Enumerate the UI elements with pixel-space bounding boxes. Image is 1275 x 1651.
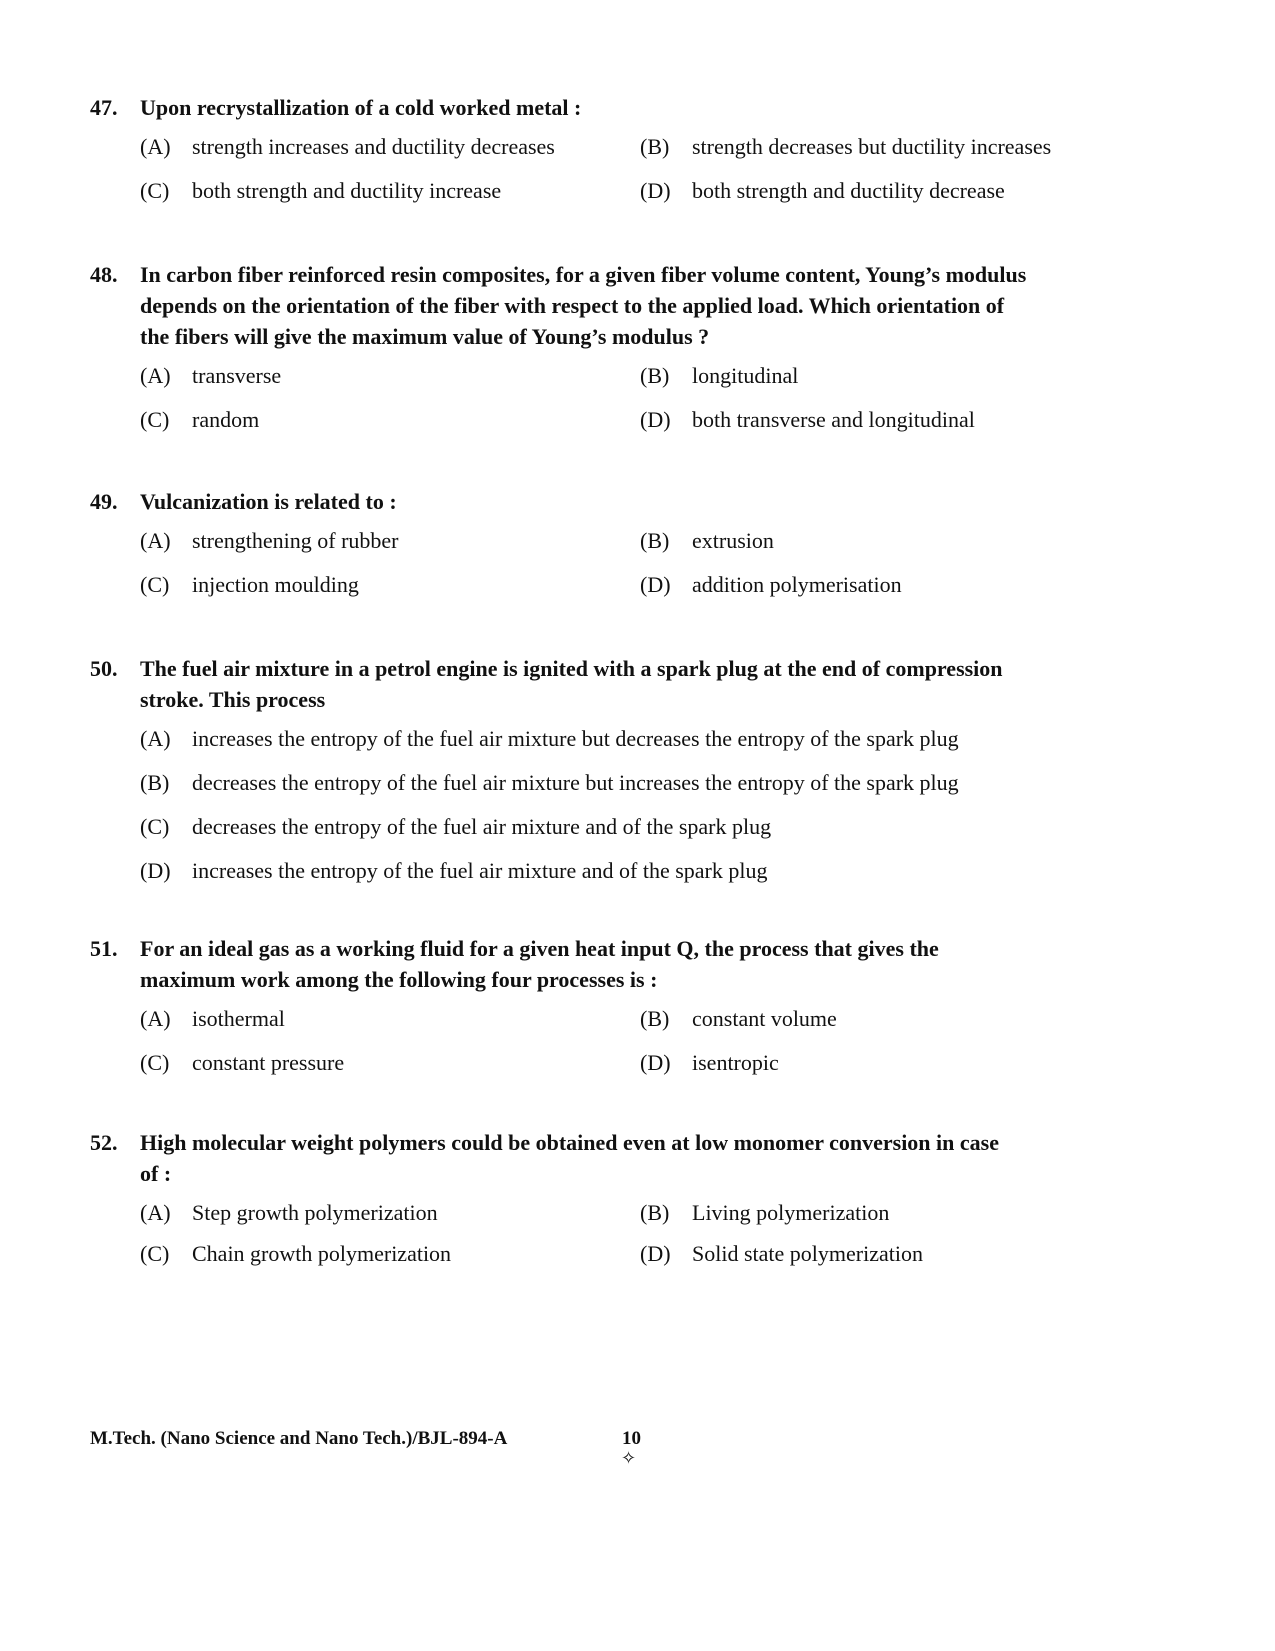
option-c: (C) random	[140, 407, 260, 432]
options	[90, 1005, 1090, 1093]
option-a: (A) increases the entropy of the fuel air mixture but decreases the entropy of the spark plug	[140, 726, 959, 751]
option-d: (D) both transverse and longitudinal	[640, 407, 975, 432]
stem-line: maximum work among the following four processes is :	[140, 967, 658, 992]
question-52	[90, 1127, 1090, 1281]
page-number: 10	[622, 1428, 641, 1449]
question-stem	[90, 933, 1090, 995]
option-d: (D) both strength and ductility decrease	[640, 178, 1005, 203]
question-49	[90, 486, 1090, 615]
question-stem	[90, 653, 1090, 715]
question-number: 51.	[90, 936, 118, 961]
options	[90, 1199, 1090, 1281]
question-number: 47.	[90, 95, 118, 120]
question-number: 48.	[90, 262, 118, 287]
option-b: (B) longitudinal	[640, 363, 799, 388]
stem-line: of :	[140, 1161, 172, 1186]
question-stem	[90, 92, 1090, 123]
stem-line: depends on the orientation of the fiber with respect to the applied load. Which orientation of	[140, 293, 1005, 318]
stem-line: In carbon fiber reinforced resin composites, for a given fiber volume content, Young’s modulus	[140, 262, 1027, 287]
options	[90, 362, 1090, 450]
option-a: (A) Step growth polymerization	[140, 1200, 438, 1225]
options	[90, 133, 1090, 221]
option-b: (B) extrusion	[640, 528, 774, 553]
question-47	[90, 92, 1090, 221]
stem-line: the fibers will give the maximum value of Young’s modulus ?	[140, 324, 710, 349]
stem-line: Vulcanization is related to :	[140, 489, 397, 514]
option-c: (C) injection moulding	[140, 572, 359, 597]
footer-code: M.Tech. (Nano Science and Nano Tech.)/BJL-894-A	[90, 1428, 508, 1449]
option-d: (D) addition polymerisation	[640, 572, 902, 597]
option-c: (C) both strength and ductility increase	[140, 178, 502, 203]
ornament-icon: ✧	[621, 1448, 637, 1468]
option-b: (B) strength decreases but ductility increases	[640, 134, 1052, 159]
option-a: (A) strengthening of rubber	[140, 528, 399, 553]
option-d: (D) increases the entropy of the fuel air mixture and of the spark plug	[140, 858, 768, 883]
option-b: (B) constant volume	[640, 1006, 837, 1031]
stem-line: High molecular weight polymers could be obtained even at low monomer conversion in case	[140, 1130, 999, 1155]
options	[90, 527, 1090, 615]
question-51	[90, 933, 1090, 1093]
option-c: (C) decreases the entropy of the fuel air mixture and of the spark plug	[140, 814, 772, 839]
option-a: (A) transverse	[140, 363, 282, 388]
option-a: (A) isothermal	[140, 1006, 285, 1031]
question-number: 50.	[90, 656, 118, 681]
option-d: (D) Solid state polymerization	[640, 1241, 923, 1266]
question-number: 49.	[90, 489, 118, 514]
option-b: (B) decreases the entropy of the fuel air mixture but increases the entropy of the spark plug	[140, 770, 959, 795]
question-48	[90, 259, 1090, 450]
option-d: (D) isentropic	[640, 1050, 779, 1075]
question-50	[90, 653, 1090, 901]
question-stem	[90, 1127, 1090, 1189]
stem-line: Upon recrystallization of a cold worked metal :	[140, 95, 582, 120]
stem-line: For an ideal gas as a working fluid for a given heat input Q, the process that gives the	[140, 936, 939, 961]
question-number: 52.	[90, 1130, 118, 1155]
option-a: (A) strength increases and ductility decreases	[140, 134, 555, 159]
stem-line: The fuel air mixture in a petrol engine is ignited with a spark plug at the end of compression	[140, 656, 1003, 681]
options	[90, 725, 1090, 901]
question-stem	[90, 486, 1090, 517]
option-c: (C) Chain growth polymerization	[140, 1241, 452, 1266]
question-stem	[90, 259, 1090, 352]
stem-line: stroke. This process	[140, 687, 326, 712]
option-b: (B) Living polymerization	[640, 1200, 890, 1225]
option-c: (C) constant pressure	[140, 1050, 345, 1075]
